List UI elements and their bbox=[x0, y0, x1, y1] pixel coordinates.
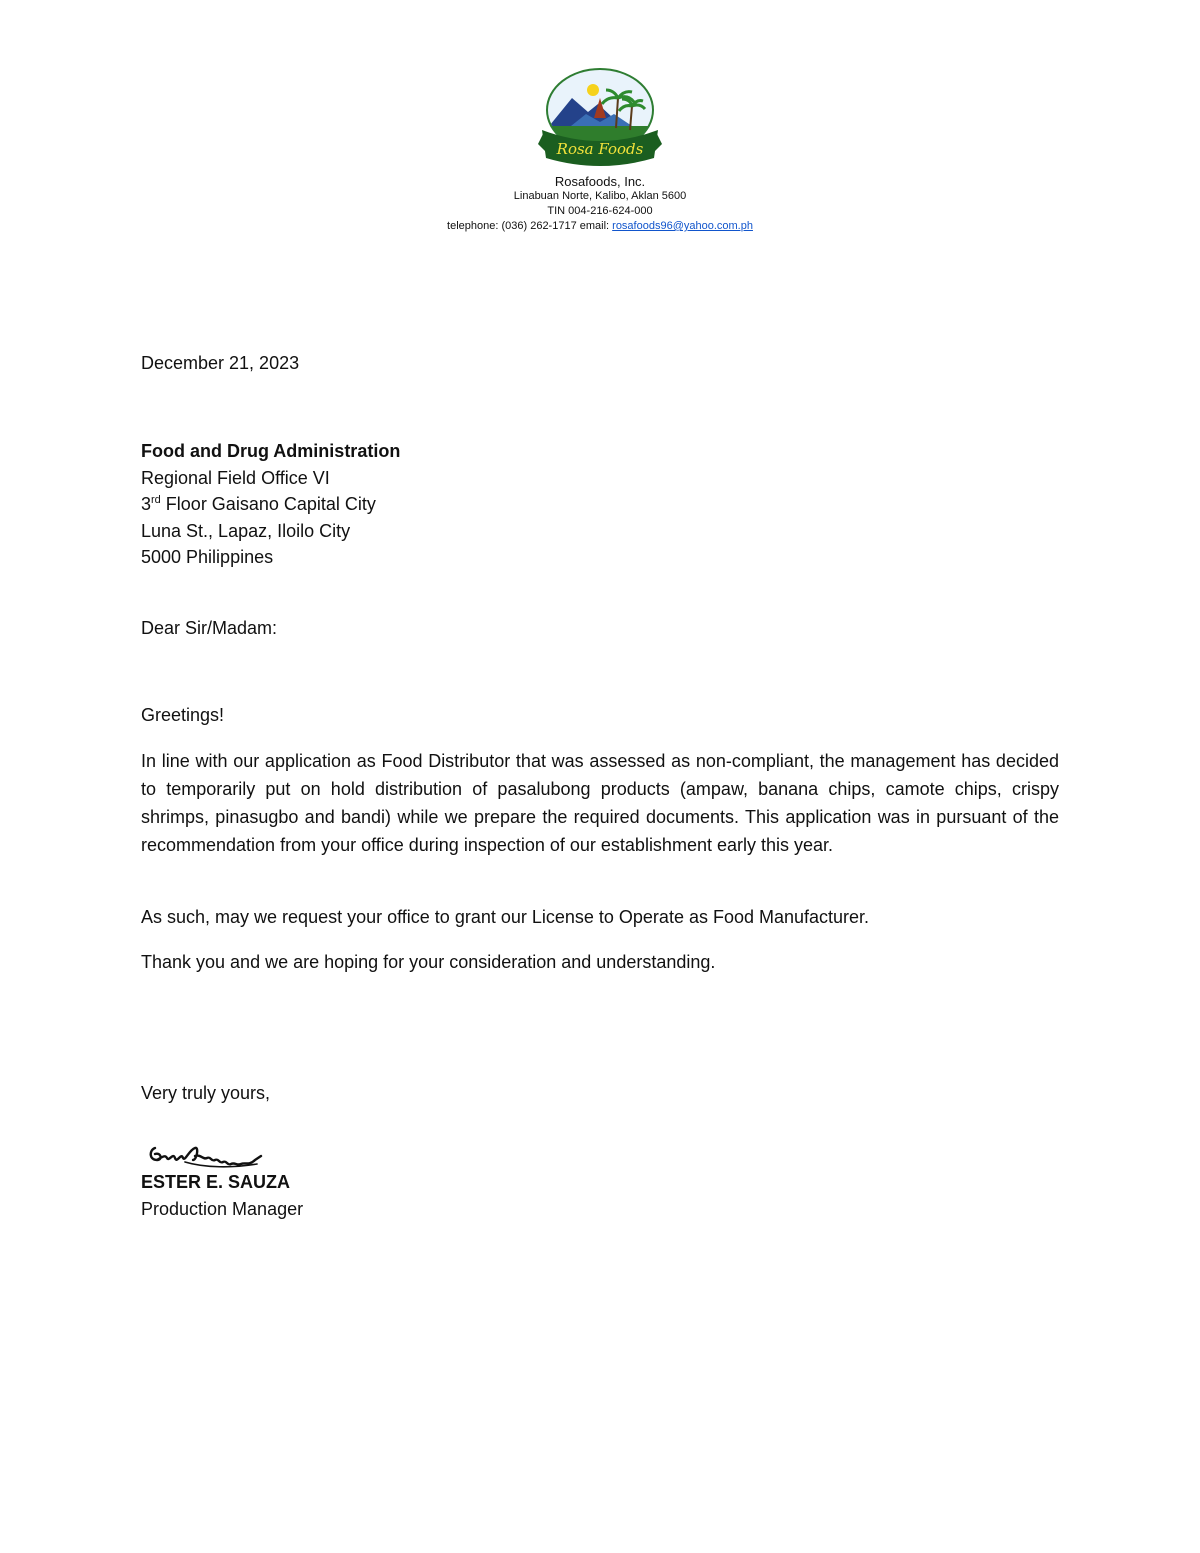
signer-name: ESTER E. SAUZA bbox=[141, 1172, 291, 1192]
email-link[interactable]: rosafoods96@yahoo.com.ph bbox=[612, 220, 753, 232]
recipient-name: Food and Drug Administration bbox=[141, 441, 401, 461]
closing: Very truly yours, bbox=[141, 1083, 271, 1103]
signer-title: Production Manager bbox=[141, 1198, 304, 1219]
svg-text:Rosa Foods: Rosa Foods bbox=[556, 140, 644, 158]
recipient-office: Regional Field Office VI bbox=[141, 467, 330, 488]
recipient-street: Luna St., Lapaz, Iloilo City bbox=[141, 520, 351, 541]
company-name: Rosafoods, Inc. bbox=[554, 174, 646, 189]
letterhead bbox=[0, 68, 1200, 234]
company-tin: TIN 004-216-624-000 bbox=[547, 205, 653, 217]
company-address: Linabuan Norte, Kalibo, Aklan 5600 bbox=[513, 190, 687, 202]
contact-prefix: telephone: (036) 262-1717 email: bbox=[447, 220, 613, 232]
rosa-foods-logo-icon bbox=[538, 68, 662, 170]
body-paragraph-2: As such, may we request your office to grant our License to Operate as Food Manufacturer. bbox=[141, 907, 870, 927]
greeting: Greetings! bbox=[141, 705, 225, 725]
recipient-block bbox=[141, 438, 1059, 571]
body-paragraph-3: Thank you and we are hoping for your consideration and understanding. bbox=[141, 952, 716, 972]
company-contact bbox=[0, 219, 1200, 234]
body-paragraph-1: In line with our application as Food Distributor that was assessed as non-compliant, the management has decided to temporarily put on hold distribution of pasalubong products (ampaw, banana chips, camote chips, crispy shrimps, pinasugbo and bandi) while we prepare the required documents. This application was in pursuant of the recommendation from your office during inspection of our establishment early this year. bbox=[141, 751, 1059, 855]
letter-date: December 21, 2023 bbox=[141, 353, 300, 373]
signer-block bbox=[141, 1169, 1059, 1222]
salutation: Dear Sir/Madam: bbox=[141, 618, 278, 638]
recipient-postal: 5000 Philippines bbox=[141, 547, 274, 567]
recipient-floor: 3rd Floor Gaisano Capital City bbox=[141, 494, 376, 514]
